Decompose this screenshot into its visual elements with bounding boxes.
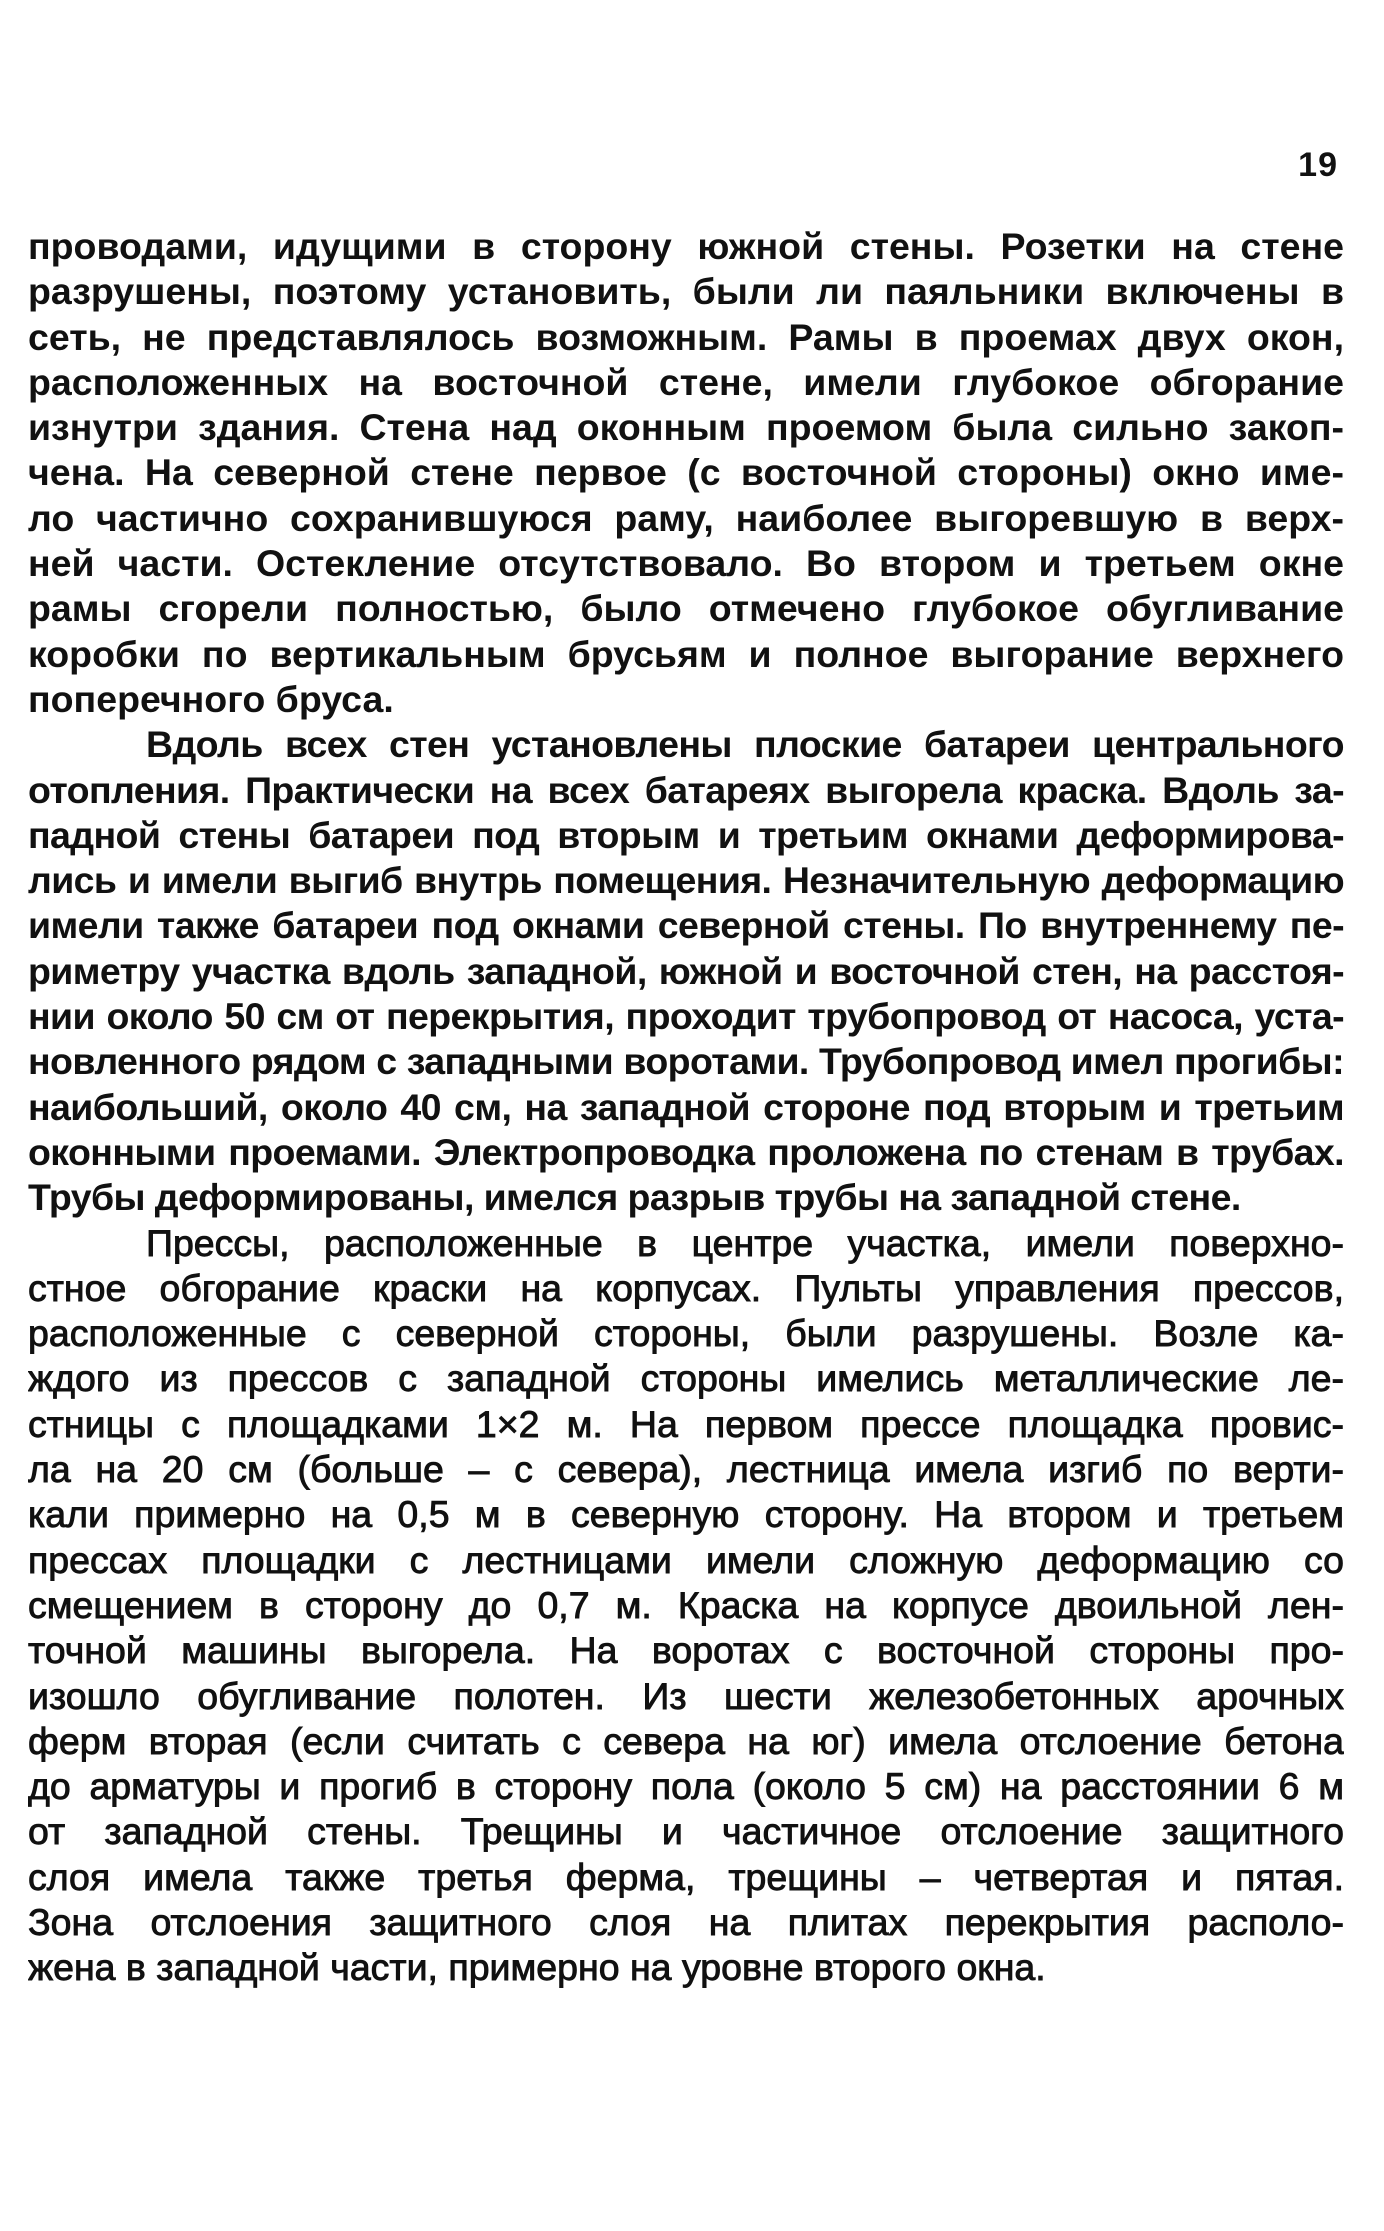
text-line: сеть, не представлялось возможным. Рамы в проемах двух окон, (28, 315, 1344, 358)
text-line: коробки по вертикальным брусьям и полное выгорание верхнего (28, 632, 1344, 675)
text-line: от западной стены. Трещины и частичное отслоение защитного (28, 1810, 1344, 1853)
paragraph-3 (28, 1221, 1344, 1991)
text-line: ло частично сохранившуюся раму, наиболее выгоревшую в верх- (28, 496, 1344, 539)
text-line: прессах площадки с лестницами имели сложную деформацию со (28, 1538, 1344, 1581)
text-line: расположенные с северной стороны, были разрушены. Возле ка- (28, 1312, 1344, 1355)
text-line: Прессы, расположенные в центре участка, имели поверхно- (146, 1221, 1344, 1264)
text-line: отопления. Практически на всех батареях выгорела краска. Вдоль за- (28, 768, 1344, 811)
text-line: ла на 20 см (больше – с севера), лестница имела изгиб по верти- (28, 1448, 1344, 1491)
text-line: до арматуры и прогиб в сторону пола (около 5 см) на расстоянии 6 м (28, 1765, 1344, 1808)
text-line: жена в западной части, примерно на уровне второго окна. (28, 1946, 1046, 1989)
page-body (28, 224, 1344, 1991)
text-line: Зона отслоения защитного слоя на плитах перекрытия располо- (28, 1900, 1344, 1943)
page-number: 19 (1298, 146, 1338, 184)
text-line: ферм вторая (если считать с севера на юг) имела отслоение бетона (28, 1719, 1344, 1762)
text-line: лись и имели выгиб внутрь помещения. Незначительную деформацию (28, 859, 1344, 902)
paragraph-2 (28, 722, 1344, 1220)
text-line: рамы сгорели полностью, было отмечено глубокое обугливание (28, 587, 1344, 630)
text-line: оконными проемами. Электропроводка проложена по стенам в трубах. (28, 1130, 1344, 1173)
text-line: риметру участка вдоль западной, южной и восточной стен, на расстоя- (28, 949, 1344, 992)
text-line: новленного рядом с западными воротами. Трубопровод имел прогибы: (28, 1040, 1344, 1083)
text-line: наибольший, около 40 см, на западной стороне под вторым и третьим (28, 1085, 1344, 1128)
text-line: расположенных на восточной стене, имели глубокое обгорание (28, 360, 1344, 403)
text-line: кали примерно на 0,5 м в северную сторону. На втором и третьем (28, 1493, 1344, 1536)
text-line: чена. На северной стене первое (с восточной стороны) окно име- (28, 451, 1344, 494)
text-line: ждого из прессов с западной стороны имелись металлические ле- (28, 1357, 1344, 1400)
text-line: нии около 50 см от перекрытия, проходит трубопровод от насоса, уста- (28, 995, 1344, 1038)
text-line: Трубы деформированы, имелся разрыв трубы на западной стене. (28, 1176, 1241, 1219)
text-line: разрушены, поэтому установить, были ли паяльники включены в (28, 270, 1344, 313)
text-line: точной машины выгорела. На воротах с восточной стороны про- (28, 1629, 1344, 1672)
text-line: поперечного бруса. (28, 677, 394, 720)
text-line: стницы с площадками 1×2 м. На первом прессе площадка провис- (28, 1402, 1344, 1445)
paragraph-1 (28, 224, 1344, 722)
text-line: изошло обугливание полотен. Из шести железобетонных арочных (28, 1674, 1344, 1717)
text-line: имели также батареи под окнами северной стены. По внутреннему пе- (28, 904, 1344, 947)
text-line: падной стены батареи под вторым и третьим окнами деформирова- (28, 813, 1344, 856)
text-line: изнутри здания. Стена над оконным проемом была сильно закоп- (28, 406, 1344, 449)
text-line: Вдоль всех стен установлены плоские батареи центрального (146, 723, 1344, 766)
text-line: проводами, идущими в сторону южной стены. Розетки на стене (28, 225, 1344, 267)
text-line: ней части. Остекление отсутствовало. Во втором и третьем окне (28, 542, 1344, 585)
text-line: стное обгорание краски на корпусах. Пульты управления прессов, (28, 1266, 1344, 1309)
text-line: слоя имела также третья ферма, трещины – четвертая и пятая. (28, 1855, 1344, 1898)
text-line: смещением в сторону до 0,7 м. Краска на корпусе двоильной лен- (28, 1583, 1344, 1626)
